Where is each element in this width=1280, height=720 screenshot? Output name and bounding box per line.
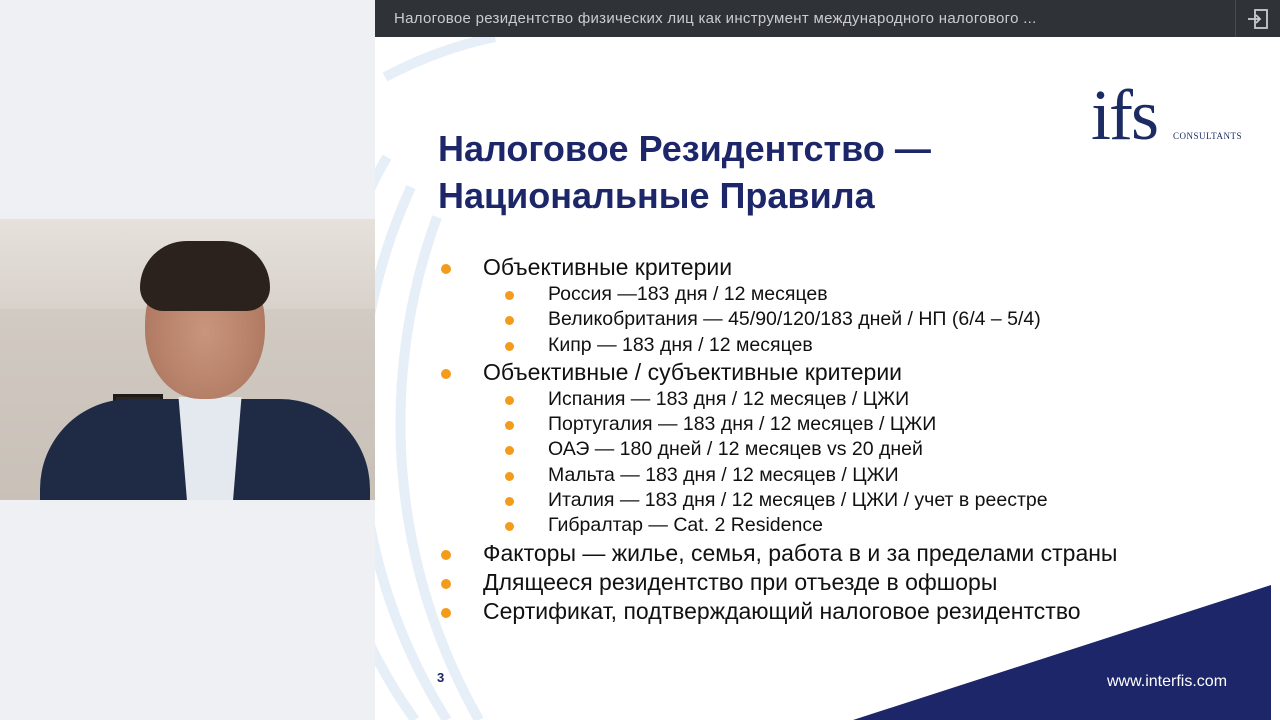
bullet-item: Сертификат, подтверждающий налоговое резидентство	[435, 597, 1117, 626]
video-title-bar	[375, 0, 1280, 37]
sub-bullet-item: Испания — 183 дня / 12 месяцев / ЦЖИ	[435, 387, 1117, 412]
slide-title-line: Национальные Правила	[438, 175, 875, 216]
sub-bullet-item: Италия — 183 дня / 12 месяцев / ЦЖИ / учет в реестре	[435, 488, 1117, 513]
slide-edge	[1271, 37, 1280, 720]
video-title: Налоговое резидентство физических лиц как инструмент международного налогового ...	[394, 10, 1037, 27]
bullet-item: Объективные / субъективные критерии	[435, 358, 1117, 387]
exit-button[interactable]	[1235, 0, 1280, 37]
presentation-slide	[375, 37, 1271, 720]
webcam-video	[0, 219, 375, 500]
bullet-item: Длящееся резидентство при отъезде в офшоры	[435, 568, 1117, 597]
sub-bullet-item: Мальта — 183 дня / 12 месяцев / ЦЖИ	[435, 463, 1117, 488]
speaker-hair	[140, 241, 270, 311]
logo-text: ifs	[1091, 75, 1157, 155]
logo-subtext: CONSULTANTS	[1173, 131, 1242, 141]
sub-bullet-item: Гибралтар — Cat. 2 Residence	[435, 513, 1117, 538]
corner-triangle	[375, 37, 1271, 720]
sub-bullet-item: Кипр — 183 дня / 12 месяцев	[435, 333, 1117, 358]
slide-title-line: Налоговое Резидентство —	[438, 128, 931, 169]
website-url: www.interfis.com	[1107, 673, 1228, 690]
bullet-item: Объективные критерии	[435, 253, 1117, 282]
page-number: 3	[437, 670, 445, 685]
sub-bullet-item: ОАЭ — 180 дней / 12 месяцев vs 20 дней	[435, 437, 1117, 462]
sub-bullet-item: Португалия — 183 дня / 12 месяцев / ЦЖИ	[435, 412, 1117, 437]
bullet-item: Факторы — жилье, семья, работа в и за пределами страны	[435, 539, 1117, 568]
sub-bullet-item: Россия —183 дня / 12 месяцев	[435, 282, 1117, 307]
exit-fullscreen-icon	[1246, 8, 1270, 30]
sub-bullet-item: Великобритания — 45/90/120/183 дней / НП (6/4 – 5/4)	[435, 307, 1117, 332]
